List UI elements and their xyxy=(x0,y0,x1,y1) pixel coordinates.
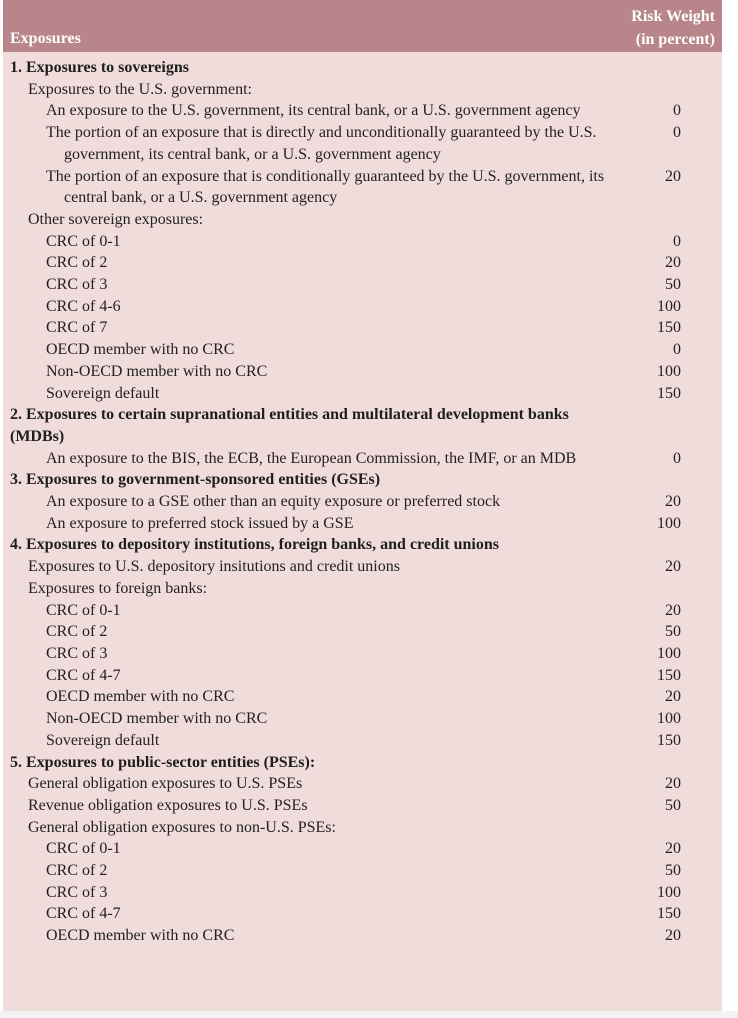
table-row xyxy=(3,209,722,231)
exposure-label: An exposure to a GSE other than an equity exposure or preferred stock xyxy=(46,493,501,511)
table-row xyxy=(3,513,722,535)
exposure-label: CRC of 4-7 xyxy=(46,905,121,923)
section-title: 1. Exposures to sovereigns xyxy=(10,59,189,76)
exposure-label: CRC of 3 xyxy=(46,883,108,901)
exposure-label: Non-OECD member with no CRC xyxy=(46,710,268,728)
exposure-label: The portion of an exposure that is conditionally guaranteed by the U.S. government, its central bank, or a U.S. government agency xyxy=(46,167,605,207)
table-row xyxy=(3,817,722,839)
exposure-label: An exposure to the U.S. government, its central bank, or a U.S. government agency xyxy=(46,102,581,120)
exposure-label: CRC of 2 xyxy=(46,254,108,272)
table-row xyxy=(3,925,722,947)
risk-weight-value: 20 xyxy=(665,254,681,272)
table-row xyxy=(3,491,722,513)
page-footer-strip xyxy=(0,1011,738,1018)
table-row xyxy=(3,122,722,165)
risk-weight-value: 150 xyxy=(657,384,681,402)
exposure-label: CRC of 4-7 xyxy=(46,666,121,684)
table-row xyxy=(3,383,722,405)
table-row xyxy=(3,296,722,318)
table-row xyxy=(3,252,722,274)
section-row xyxy=(3,404,722,447)
exposure-label: Revenue obligation exposures to U.S. PSEs xyxy=(28,796,308,814)
table-header xyxy=(3,0,722,52)
section-row xyxy=(3,752,722,774)
risk-weight-value: 100 xyxy=(657,297,681,315)
exposure-label: Sovereign default xyxy=(46,384,160,402)
exposure-label: Exposures to foreign banks: xyxy=(28,579,208,597)
table-row xyxy=(3,317,722,339)
section-row xyxy=(3,57,722,79)
table-row xyxy=(3,166,722,209)
risk-weight-value: 50 xyxy=(665,276,681,294)
table-row xyxy=(3,556,722,578)
risk-weight-unit-header: (in percent) xyxy=(635,31,715,48)
table-row xyxy=(3,903,722,925)
risk-weight-value: 150 xyxy=(657,319,681,337)
table-row xyxy=(3,621,722,643)
risk-weight-value: 150 xyxy=(657,731,681,749)
table-row xyxy=(3,100,722,122)
risk-weight-value: 20 xyxy=(665,558,681,576)
table-row xyxy=(3,686,722,708)
section-title: 2. Exposures to certain supranational entities and multilateral development banks (MDBs) xyxy=(10,406,569,445)
risk-weight-value: 0 xyxy=(673,341,681,359)
exposure-label: General obligation exposures to non-U.S. PSEs: xyxy=(28,818,336,836)
risk-weight-value: 20 xyxy=(665,688,681,706)
table-row xyxy=(3,79,722,101)
table-row xyxy=(3,578,722,600)
exposure-label: CRC of 4-6 xyxy=(46,297,121,315)
exposure-label: CRC of 2 xyxy=(46,623,108,641)
exposure-label: CRC of 0-1 xyxy=(46,232,121,250)
risk-weight-value: 20 xyxy=(665,775,681,793)
exposure-label: An exposure to preferred stock issued by a GSE xyxy=(46,514,354,532)
table-row xyxy=(3,860,722,882)
risk-weight-value: 150 xyxy=(657,905,681,923)
exposure-label: Exposures to U.S. depository insitutions and credit unions xyxy=(28,558,400,576)
exposure-label: CRC of 0-1 xyxy=(46,601,121,619)
table-row xyxy=(3,643,722,665)
risk-weight-value: 100 xyxy=(657,710,681,728)
exposure-label: CRC of 3 xyxy=(46,276,108,294)
table-row xyxy=(3,773,722,795)
table-row xyxy=(3,882,722,904)
table-row xyxy=(3,730,722,752)
exposure-label: Other sovereign exposures: xyxy=(28,210,204,228)
table-row xyxy=(3,708,722,730)
risk-weight-table xyxy=(3,0,722,1011)
risk-weight-value: 100 xyxy=(657,883,681,901)
section-title: 4. Exposures to depository institutions, foreign banks, and credit unions xyxy=(10,536,499,554)
risk-weight-value: 0 xyxy=(673,449,681,467)
risk-weight-value: 20 xyxy=(665,840,681,858)
table-row xyxy=(3,448,722,470)
exposure-label: CRC of 2 xyxy=(46,862,108,880)
table-row xyxy=(3,665,722,687)
table-row xyxy=(3,274,722,296)
risk-weight-value: 50 xyxy=(665,796,681,814)
risk-weight-value: 150 xyxy=(657,666,681,684)
exposures-column-header: Exposures xyxy=(10,30,81,47)
table-row xyxy=(3,795,722,817)
risk-weight-value: 0 xyxy=(673,232,681,250)
risk-weight-value: 0 xyxy=(673,124,681,142)
exposure-label: CRC of 3 xyxy=(46,644,108,662)
risk-weight-column-header: Risk Weight xyxy=(631,8,715,25)
risk-weight-value: 50 xyxy=(665,623,681,641)
table-row xyxy=(3,231,722,253)
risk-weight-value: 100 xyxy=(657,362,681,380)
section-row xyxy=(3,469,722,491)
risk-weight-value: 20 xyxy=(665,493,681,511)
risk-weight-value: 100 xyxy=(657,644,681,662)
exposure-label: Non-OECD member with no CRC xyxy=(46,362,268,380)
table-row xyxy=(3,600,722,622)
exposure-label: Exposures to the U.S. government: xyxy=(28,80,252,98)
risk-weight-value: 20 xyxy=(665,167,681,185)
exposure-label: OECD member with no CRC xyxy=(46,341,235,359)
risk-weight-value: 0 xyxy=(673,102,681,120)
section-title: 5. Exposures to public-sector entities (PSEs): xyxy=(10,753,316,771)
risk-weight-value: 20 xyxy=(665,927,681,945)
exposure-label: An exposure to the BIS, the ECB, the European Commission, the IMF, or an MDB xyxy=(46,449,577,467)
exposure-label: OECD member with no CRC xyxy=(46,927,235,945)
exposure-label: General obligation exposures to U.S. PSEs xyxy=(28,775,303,793)
exposure-label: CRC of 7 xyxy=(46,319,108,337)
section-row xyxy=(3,534,722,556)
table-row xyxy=(3,339,722,361)
table-row xyxy=(3,838,722,860)
risk-weight-value: 20 xyxy=(665,601,681,619)
risk-weight-value: 50 xyxy=(665,862,681,880)
exposure-label: Sovereign default xyxy=(46,731,160,749)
table-row xyxy=(3,361,722,383)
table-body xyxy=(3,57,722,947)
exposure-label: OECD member with no CRC xyxy=(46,688,235,706)
risk-weight-value: 100 xyxy=(657,514,681,532)
exposure-label: The portion of an exposure that is directly and unconditionally guaranteed by the U.S. government, its central bank, or a U.S. government agency xyxy=(46,124,597,163)
exposure-label: CRC of 0-1 xyxy=(46,840,121,858)
section-title: 3. Exposures to government-sponsored entities (GSEs) xyxy=(10,471,381,489)
